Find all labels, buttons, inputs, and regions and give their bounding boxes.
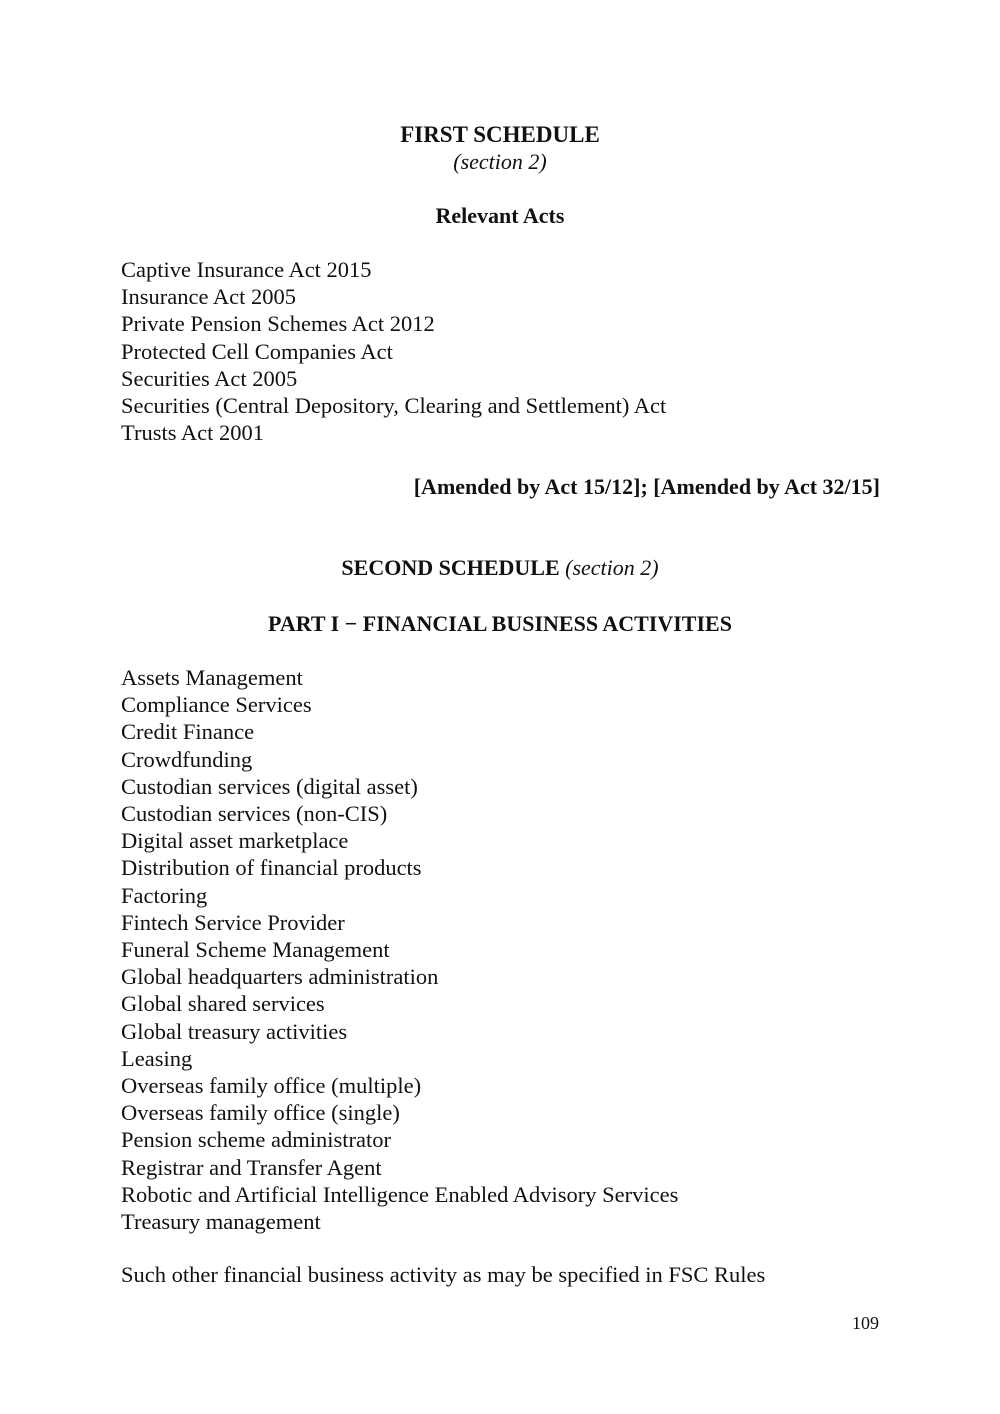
second-schedule-section-ref: (section 2) bbox=[565, 555, 659, 580]
activity-item: Credit Finance bbox=[121, 719, 255, 745]
activity-item: Crowdfunding bbox=[121, 746, 253, 772]
activity-item: Leasing bbox=[121, 1045, 193, 1071]
activity-item: Global headquarters administration bbox=[121, 964, 439, 990]
second-schedule-heading bbox=[0, 557, 1000, 579]
activity-item: Assets Management bbox=[121, 665, 303, 690]
act-item: Trusts Act 2001 bbox=[121, 420, 264, 446]
relevant-acts-list bbox=[121, 256, 666, 446]
activity-item: Overseas family office (multiple) bbox=[121, 1073, 422, 1099]
second-schedule-title: SECOND SCHEDULE bbox=[341, 555, 560, 580]
act-item: Captive Insurance Act 2015 bbox=[121, 257, 372, 282]
activity-item: Global treasury activities bbox=[121, 1018, 348, 1044]
closing-text: Such other financial business activity as may be specified in FSC Rules bbox=[121, 1262, 766, 1287]
activity-item: Pension scheme administrator bbox=[121, 1127, 391, 1153]
amendment-note: [Amended by Act 15/12]; [Amended by Act 32/15] bbox=[413, 474, 880, 499]
activity-item: Robotic and Artificial Intelligence Enabled Advisory Services bbox=[121, 1181, 679, 1207]
act-item: Securities Act 2005 bbox=[121, 365, 298, 391]
activity-item: Compliance Services bbox=[121, 692, 312, 718]
act-item: Insurance Act 2005 bbox=[121, 284, 296, 310]
activity-item: Distribution of financial products bbox=[121, 855, 422, 881]
activity-item: Factoring bbox=[121, 882, 208, 908]
act-item: Private Pension Schemes Act 2012 bbox=[121, 311, 435, 337]
page-number: 109 bbox=[852, 1313, 879, 1333]
part-one-heading: PART I − FINANCIAL BUSINESS ACTIVITIES bbox=[268, 611, 732, 636]
act-item: Securities (Central Depository, Clearing and Settlement) Act bbox=[121, 393, 667, 419]
activity-item: Digital asset marketplace bbox=[121, 828, 349, 854]
relevant-acts-heading: Relevant Acts bbox=[435, 203, 565, 228]
act-item: Protected Cell Companies Act bbox=[121, 338, 393, 364]
activity-item: Treasury management bbox=[121, 1209, 321, 1235]
activity-item: Global shared services bbox=[121, 991, 325, 1017]
first-schedule-section-ref: (section 2) bbox=[453, 149, 547, 174]
first-schedule-title: FIRST SCHEDULE bbox=[400, 122, 600, 147]
financial-activities-list bbox=[121, 664, 678, 1235]
activity-item: Overseas family office (single) bbox=[121, 1100, 400, 1126]
activity-item: Funeral Scheme Management bbox=[121, 937, 390, 963]
activity-item: Fintech Service Provider bbox=[121, 909, 345, 935]
activity-item: Custodian services (digital asset) bbox=[121, 773, 418, 799]
activity-item: Registrar and Transfer Agent bbox=[121, 1154, 382, 1180]
activity-item: Custodian services (non-CIS) bbox=[121, 801, 388, 827]
